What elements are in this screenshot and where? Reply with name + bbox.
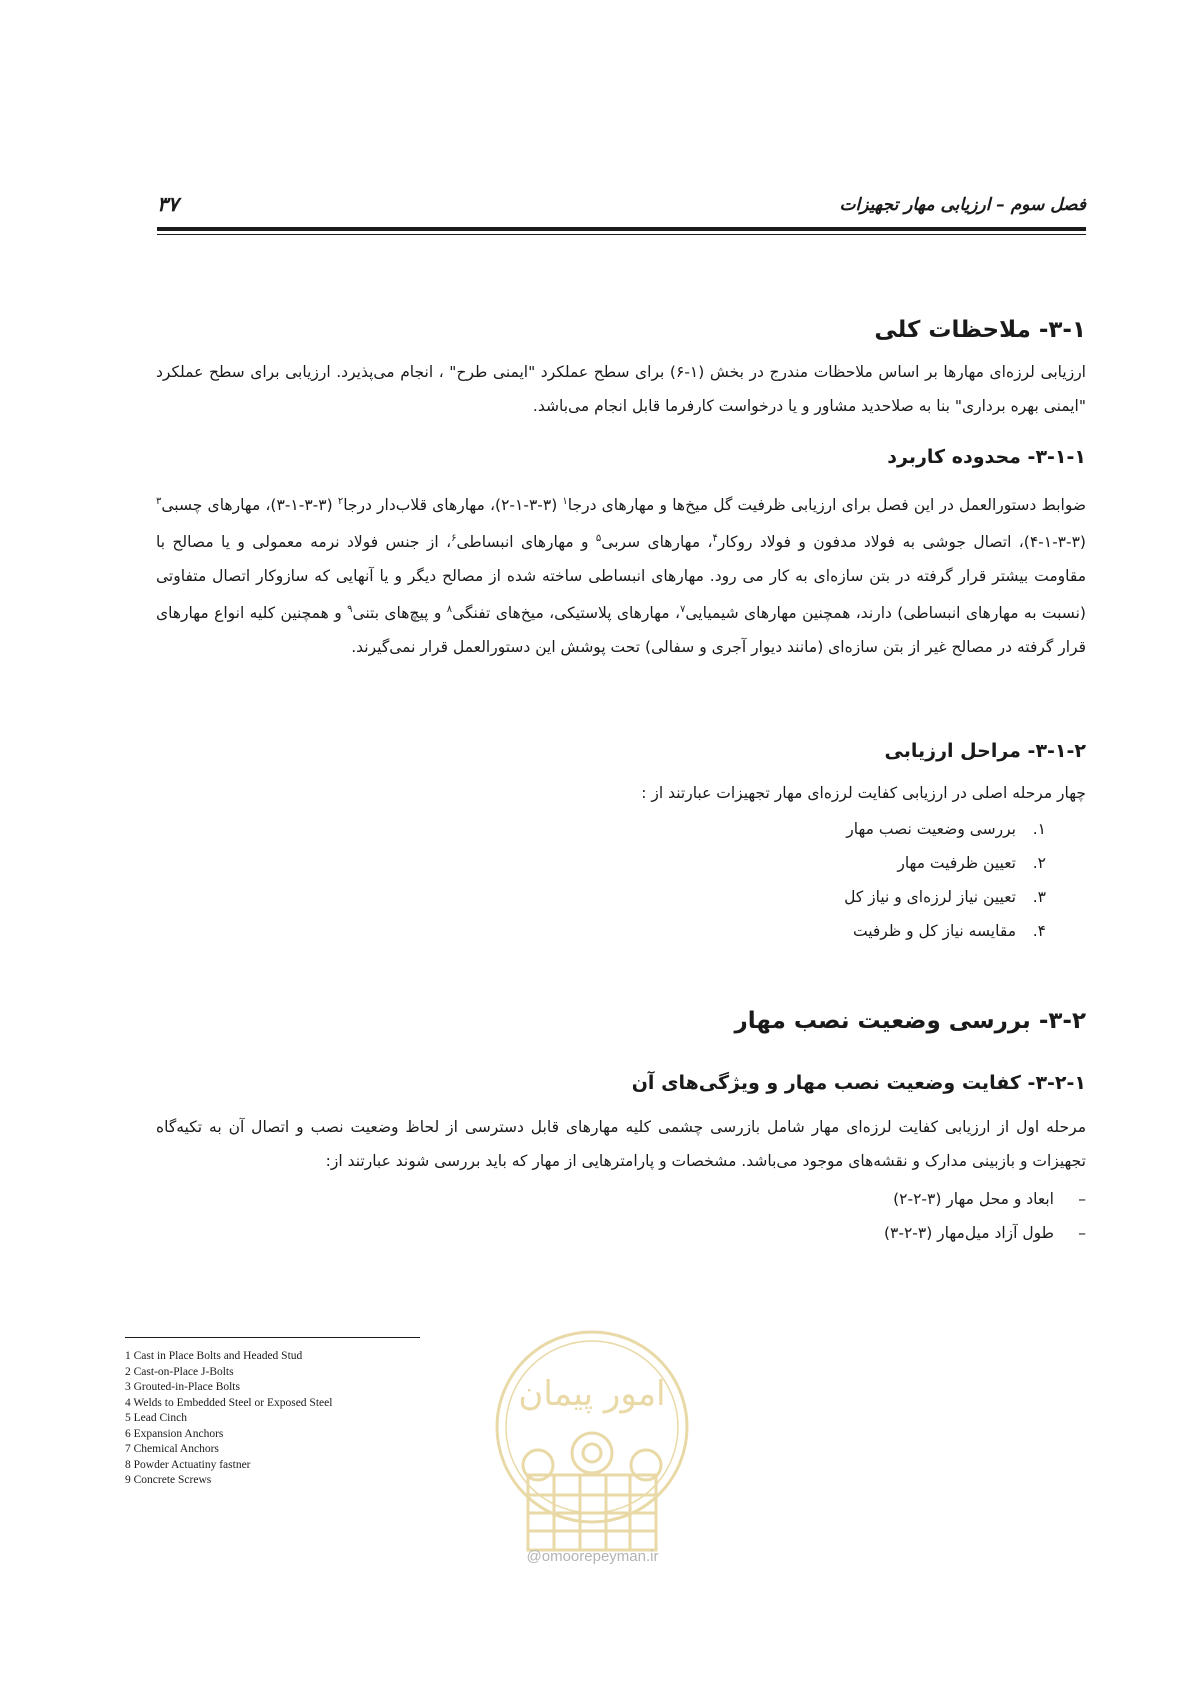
footnote: 1 Cast in Place Bolts and Headed Stud (125, 1350, 303, 1362)
list-item: –ابعاد و محل مهار (۳-۲-۲) (893, 1190, 1086, 1208)
list-item: ۳.تعیین نیاز لرزه‌ای و نیاز کل (844, 888, 1046, 906)
footnote: 7 Chemical Anchors (125, 1443, 219, 1455)
page-number: ۳۷ (157, 192, 179, 216)
list-item: ۱.بررسی وضعیت نصب مهار (846, 820, 1046, 838)
footnote: 9 Concrete Screws (125, 1474, 212, 1486)
footnote: 6 Expansion Anchors (125, 1427, 224, 1440)
footnote-mark: ۸ (446, 604, 453, 616)
footnote-rule (125, 1337, 420, 1338)
list-item: ۲.تعیین ظرفیت مهار (897, 854, 1046, 872)
footnote-mark: ۵ (595, 533, 602, 545)
footnote: 3 Grouted-in-Place Bolts (125, 1381, 240, 1393)
paragraph-3-2-1: مرحله اول از ارزیابی کفایت لرزه‌ای مهار شامل بازرسی چشمی کلیه مهارهای قابل دسترسی از لحاظ وضعیت نصب و اتصال آن به تکیه‌گاه تجهیزات و بازبینی مدارک و نقشه‌های موجود می‌باشد. مشخصات و پارامترهایی از مهار که باید بررسی شوند عبارتند از: (156, 1118, 1086, 1170)
footnote-mark: ۴ (712, 533, 718, 545)
heading-3-1-1: ۳-۱-۱- محدوده کاربرد (887, 446, 1086, 468)
footnote-mark: ۲ (337, 496, 344, 507)
parameters-list (236, 1182, 1086, 1250)
watermark-site: @omoorepeyman.ir (526, 1548, 659, 1565)
steps-list (196, 812, 1046, 948)
footnotes (125, 1349, 465, 1489)
footnote-mark: ۹ (347, 604, 353, 616)
footnote: 8 Powder Actuatiny fastner (125, 1458, 251, 1471)
list-item: –طول آزاد میل‌مهار (۳-۲-۳) (883, 1224, 1086, 1242)
heading-3-1: ۳-۱- ملاحظات کلی (874, 317, 1086, 343)
header-rule-thin (157, 234, 1086, 235)
heading-3-1-2: ۳-۱-۲- مراحل ارزیابی (884, 740, 1086, 762)
footnote: 4 Welds to Embedded Steel or Exposed Steel (125, 1396, 333, 1409)
footnote-mark: ۷ (680, 604, 686, 616)
heading-3-2: ۳-۲- بررسی وضعیت نصب مهار (734, 1008, 1086, 1034)
footnote: 2 Cast-on-Place J-Bolts (125, 1365, 234, 1378)
watermark-logo-icon (490, 1325, 695, 1555)
heading-3-2-1: ۳-۲-۱- کفایت وضعیت نصب مهار و ویژگی‌های آن (631, 1072, 1086, 1094)
paragraph-3-1-2: چهار مرحله اصلی در ارزیابی کفایت لرزه‌ای مهار تجهیزات عبارتند از : (641, 784, 1086, 802)
paragraph-3-1-1: ضوابط دستورالعمل در این فصل برای ارزیابی ظرفیت گل میخ‌ها و مهارهای درجا$^۱$ (۳-۳-۱-۲)، مهارهای قلاب‌دار درجا$^۲$ (۳-۳-۱-۳)، مهارهای چسبی$^۳$ (۳-۳-۱-۴)، اتصال جوشی به فولاد مدفون و فولاد روکار$^۴$، مهارهای سربی$^۵$ و مهارهای انبساطی$^۶$، از جنس فولاد نرمه معمولی و یا مصالح با مقاومت بیشتر قرار گرفته در بتن سازه‌ای به کار می رود. مهارهای انبساطی ساخته شده از مصالح دیگر و یا آنهایی که سازوکار اتصال متفاوتی (نسبت به مهارهای انبساطی) دارند، همچنین مهارهای شیمیایی$^۷$، مهارهای پلاستیکی، میخ‌های تفنگی$^۸$ و پیچ‌های بتنی$^۹$ و همچنین کلیه انواع مهارهای قرار گرفته در مصالح غیر از بتن سازه‌ای (مانند دیوار آجری و سفالی) تحت پوشش این دستورالعمل قرار نمی‌گیرند. (156, 496, 1086, 657)
footnote-mark: ۶ (451, 533, 457, 545)
list-item: ۴.مقایسه نیاز کل و ظرفیت (852, 922, 1046, 940)
footnote-mark: ۱ (562, 496, 568, 507)
watermark-logo-text: امور پیمان (518, 1374, 666, 1414)
footnote-mark: ۳ (156, 496, 162, 507)
footnote: 5 Lead Cinch (125, 1412, 187, 1424)
header-rule-thick (157, 227, 1086, 231)
paragraph-3-1: ارزیابی لرزه‌ای مهارها بر اساس ملاحظات مندرج در بخش (۱-۶) برای سطح عملکرد "ایمنی طرح" ، انجام می‌پذیرد. ارزیابی برای سطح عملکرد "ایمنی بهره برداری" بنا به صلاحدید مشاور و یا درخواست کارفرما قابل انجام می‌باشد. (156, 363, 1086, 415)
running-header-title: فصل سوم – ارزیابی مهار تجهیزات (839, 195, 1086, 215)
